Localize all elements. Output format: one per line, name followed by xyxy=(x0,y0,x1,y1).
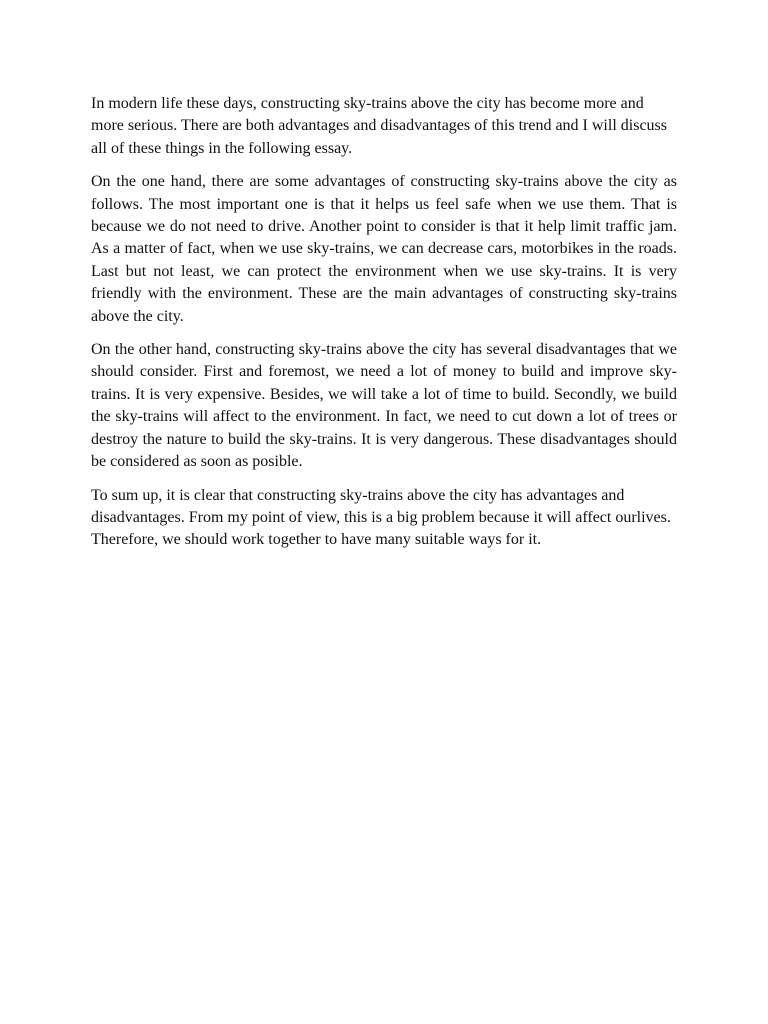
paragraph-disadvantages: On the other hand, constructing sky-trains above the city has several disadvantages that we should consider. First and foremost, we need a lot of money to build and improve sky-trains. It is very expensive. Besides, we will take a lot of time to build. Secondly, we build the sky-trains will affect to the environment. In fact, we need to cut down a lot of trees or destroy the nature to build the sky-trains. It is very dangerous. These disadvantages should be considered as soon as posible. xyxy=(91,341,677,471)
paragraph-conclusion: To sum up, it is clear that constructing sky-trains above the city has advantages and disadvantages. From my point of view, this is a big problem because it will affect ourlives. Therefore, we should work together to have many suitable ways for it. xyxy=(91,486,671,549)
essay-body xyxy=(91,93,677,563)
paragraph-introduction: In modern life these days, constructing sky-trains above the city has become more and more serious. There are both advantages and disadvantages of this trend and I will discuss all of these things in the following essay. xyxy=(91,95,667,157)
paragraph-advantages: On the one hand, there are some advantages of constructing sky-trains above the city as follows. The most important one is that it helps us feel safe when we use them. That is because we do not need to drive. Another point to consider is that it help limit traffic jam. As a matter of fact, when we use sky-trains, we can decrease cars, motorbikes in the roads. Last but not least, we can protect the environment when we use sky-trains. It is very friendly with the environment. These are the main advantages of constructing sky-trains above the city. xyxy=(91,173,677,325)
